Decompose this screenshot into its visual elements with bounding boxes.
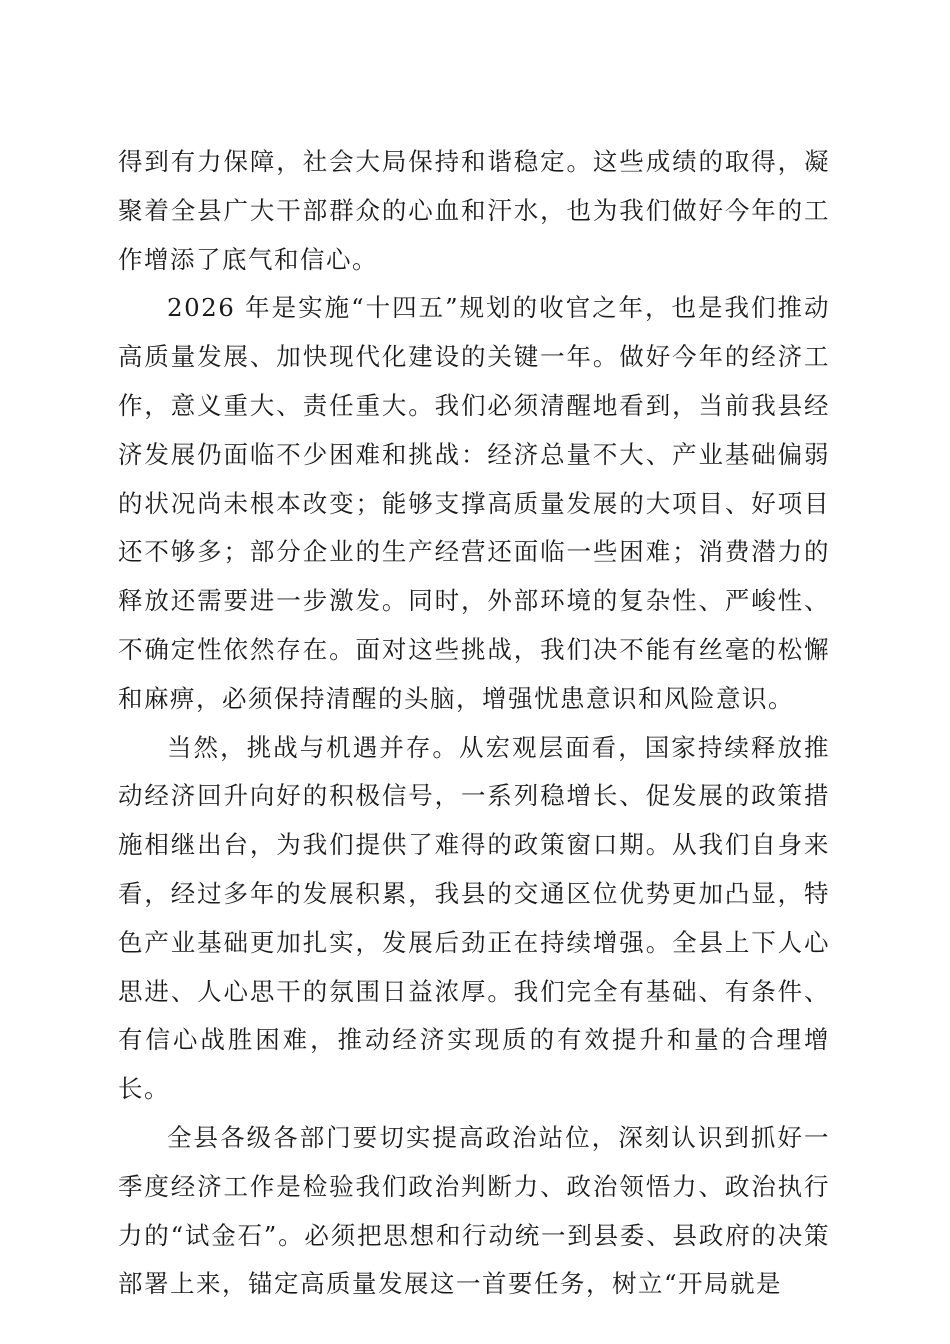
paragraph-1: 得到有力保障，社会大局保持和谐稳定。这些成绩的取得，凝聚着全县广大干部群众的心血和汗水，也为我们做好今年的工作增添了底气和信心。 <box>118 147 830 274</box>
paragraph-3: 当然，挑战与机遇并存。从宏观层面看，国家持续释放推动经济回升向好的积极信号，一系列稳增长、促发展的政策措施相继出台，为我们提供了难得的政策窗口期。从我们自身来看，经过多年的发展积累，我县的交通区位优势更加凸显，特色产业基础更加扎实，发展后劲正在持续增强。全县上下人心思进、人心思干的氛围日益浓厚。我们完全有基础、有条件、有信心战胜困难，推动经济实现质的有效提升和量的合理增长。 <box>118 732 830 1104</box>
document-body <box>118 138 830 1309</box>
paragraph-4: 全县各级各部门要切实提高政治站位，深刻认识到抓好一季度经济工作是检验我们政治判断力、政治领悟力、政治执行力的“试金石”。必须把思想和行动统一到县委、县政府的决策部署上来，锚定高质量发展这一首要任务，树立“开局就是 <box>118 1122 830 1299</box>
paragraph-2: 2026 年是实施“十四五”规划的收官之年，也是我们推动高质量发展、加快现代化建设的关键一年。做好今年的经济工作，意义重大、责任重大。我们必须清醒地看到，当前我县经济发展仍面临不少困难和挑战：经济总量不大、产业基础偏弱的状况尚未根本改变；能够支撑高质量发展的大项目、好项目还不够多；部分企业的生产经营还面临一些困难；消费潜力的释放还需要进一步激发。同时，外部环境的复杂性、严峻性、不确定性依然存在。面对这些挑战，我们决不能有丝毫的松懈和麻痹，必须保持清醒的头脑，增强忧患意识和风险意识。 <box>118 293 830 713</box>
